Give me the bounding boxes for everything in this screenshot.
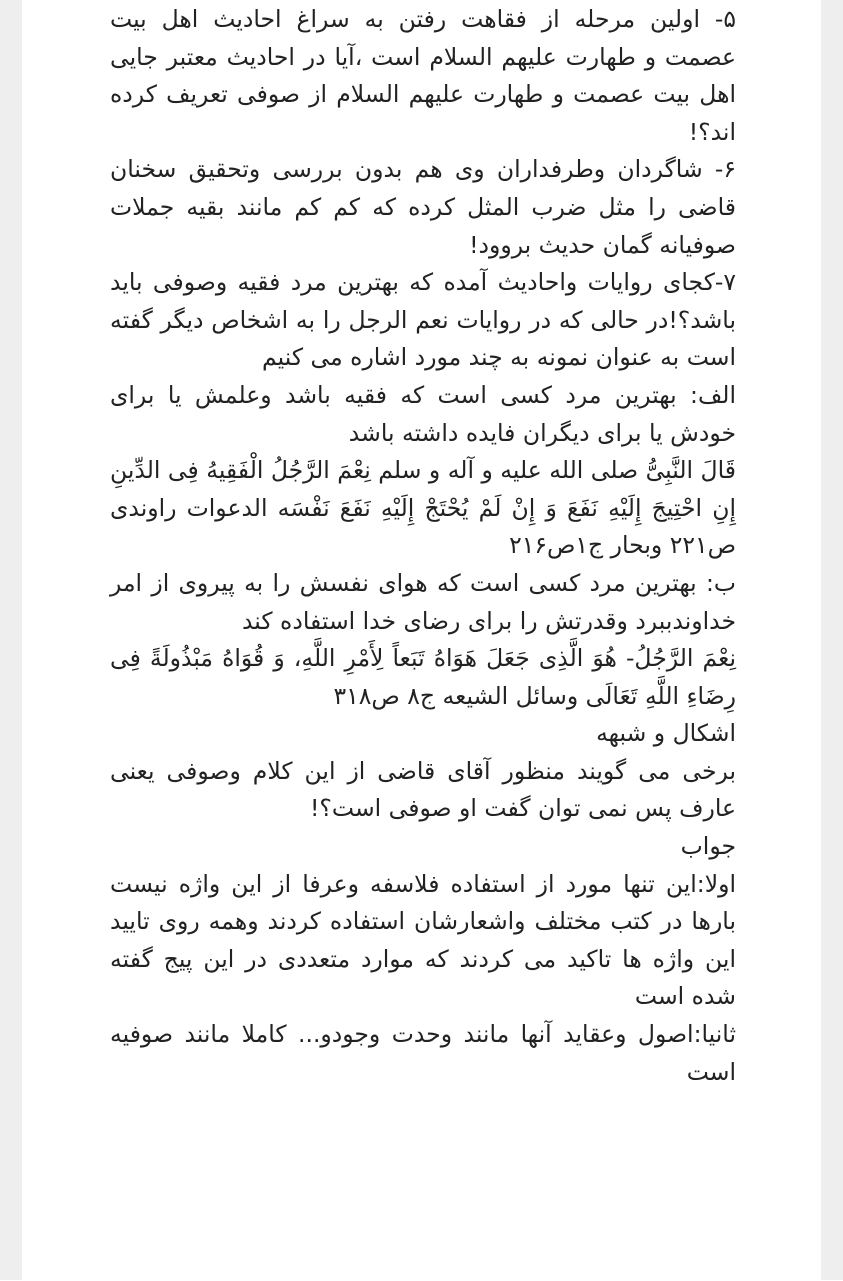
paragraph-alef: الف: بهترین مرد کسی است که فقیه باشد وعلمش یا برای خودش یا برای دیگران فایده داشته باشد: [110, 380, 736, 447]
paragraph-be: ب: بهترین مرد کسی است که هوای نفسش را به پیروی از امر خداوندببرد وقدرتش را برای رضای خدا استفاده کند: [110, 568, 736, 635]
paragraph-point-7: ۷-کجای روایات واحادیث آمده که بهترین مرد فقیه وصوفی باید باشد؟!در حالی که در روایات نعم الرجل را به اشخاص دیگر گفته است به عنوان نمونه به چند مورد اشاره می کنیم: [110, 268, 736, 372]
paragraph-point-6: ۶- شاگردان وطرفداران وی هم بدون بررسی وتحقیق سخنان قاضی را مثل ضرب المثل کرده که کم کم مانند بقیه جملات صوفیانه گمان حدیث بروود!: [110, 155, 736, 259]
right-background-stripe: [821, 0, 843, 1280]
paragraph-point-5: ۵- اولین مرحله از فقاهت رفتن به سراغ احادیث اهل بیت عصمت و طهارت علیهم السلام است ،آیا در احادیث معتبر جایی اهل بیت عصمت و طهارت علیهم السلام از صوفی تعریف کرده اند؟!: [110, 5, 736, 146]
section-heading-objection: اشکال و شبهه: [596, 719, 736, 748]
hadith-quote-1: قَالَ النَّبِیُّ صلی الله علیه و آله و سلم نِعْمَ الرَّجُلُ الْفَقِیهُ فِی الدِّینِ إِنِ احْتِیجَ إِلَیْهِ نَفَعَ وَ إِنْ لَمْ یُحْتَجْ إِلَیْهِ نَفَعَ نَفْسَه الدعوات راوندی ص۲۲۱ وبحار ج۱ص۲۱۶: [110, 456, 736, 560]
paragraph-objection: برخی می گویند منظور آقای قاضی از این کلام وصوفی یعنی عارف پس نمی توان گفت او صوفی است؟!: [110, 756, 736, 823]
paragraph-answer-second: ثانیا:اصول وعقاید آنها مانند وحدت وجودو... کاملا مانند صوفیه است: [110, 1020, 736, 1086]
section-heading-answer: جواب: [680, 832, 736, 861]
left-background-stripe: [0, 0, 22, 1280]
hadith-quote-2: نِعْمَ الرَّجُلُ- هُوَ الَّذِی جَعَلَ هَوَاهُ تَبَعاً لِأَمْرِ اللَّهِ، وَ قُوَاهُ مَبْذُولَةً فِی رِضَاءِ اللَّهِ تَعَالَی وسائل الشیعه ج۸ ص۳۱۸: [110, 644, 736, 710]
document-body: [110, 0, 736, 1281]
paragraph-answer-first: اولا:این تنها مورد از استفاده فلاسفه وعرفا از این واژه نیست بارها در کتب مختلف واشعارشان استفاده کردند وهمه روی تایید این واژه ها تاکید می کردند که موارد متعددی در این پیج گفته شده است: [110, 869, 736, 1011]
